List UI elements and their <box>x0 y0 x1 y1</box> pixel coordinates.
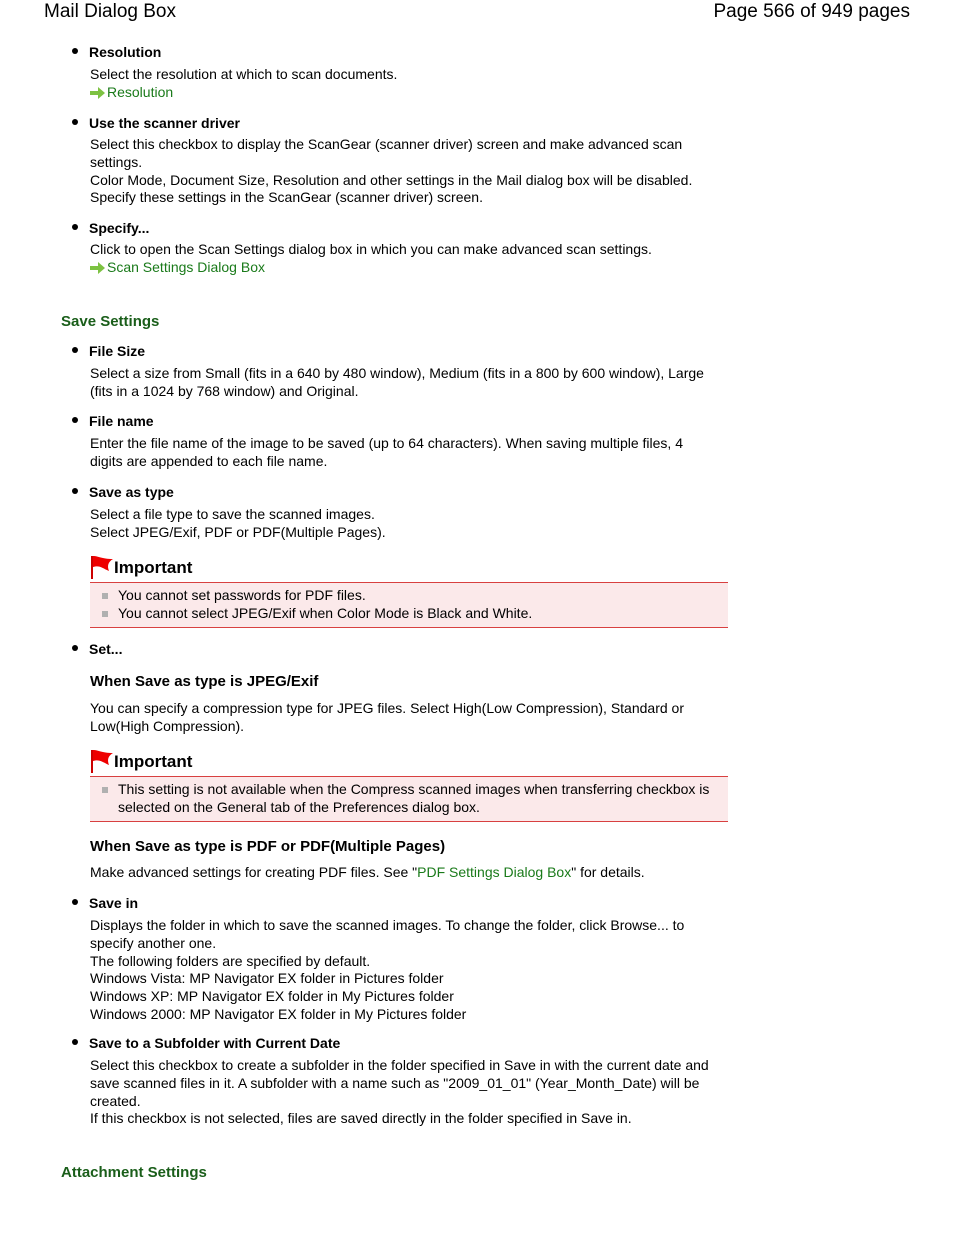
arrow-right-icon <box>90 262 105 274</box>
bullet-save-in: Save in <box>72 894 138 912</box>
resolution-link[interactable]: Resolution <box>90 84 173 102</box>
list-item: You cannot set passwords for PDF files. <box>90 587 728 605</box>
resolution-description: Select the resolution at which to scan documents. Resolution <box>90 66 398 100</box>
subheading-jpeg-exif: When Save as type is JPEG/Exif <box>90 673 319 690</box>
subfolder-description: Select this checkbox to create a subfolder in the folder specified in Save in with the current date and save scanned files in it. A subfolder with a name such as "2009_01_01" (Year_Month_Date) will be created. If this checkbox is not selected, files are saved directly in the folder specified in Save in. <box>90 1057 709 1127</box>
pdf-description: Make advanced settings for creating PDF files. See " PDF Settings Dialog Box " for details. <box>90 864 645 880</box>
specify-description: Click to open the Scan Settings dialog box in which you can make advanced scan settings. Scan Settings Dialog Box <box>90 241 652 275</box>
bullet-specify: Specify... <box>72 219 149 237</box>
important-box-1 <box>90 582 728 628</box>
bullet-use-scanner-driver: Use the scanner driver <box>72 114 240 132</box>
save-in-description: Displays the folder in which to save the scanned images. To change the folder, click Browse... to specify another one. The following folders are specified by default. Windows Vista: MP Navigator EX folder in Pictures folder Windows XP: MP Navigator EX folder in My Pictures folder Windows 2000: MP Navigator EX folder in My Pictures folder <box>90 917 685 1022</box>
list-item: You cannot select JPEG/Exif when Color Mode is Black and White. <box>90 605 728 623</box>
scanner-driver-description: Select this checkbox to display the ScanGear (scanner driver) screen and make advanced scan settings. Color Mode, Document Size, Resolution and other settings in the Mail dialog box will be disabled. Specify these settings in the ScanGear (scanner driver) screen. <box>90 136 693 206</box>
scan-settings-dialog-link[interactable]: Scan Settings Dialog Box <box>90 259 265 277</box>
important-heading-2: Important <box>90 749 192 773</box>
bullet-file-name: File name <box>72 412 154 430</box>
important-box-2 <box>90 776 728 822</box>
arrow-right-icon <box>90 87 105 99</box>
file-name-description: Enter the file name of the image to be saved (up to 64 characters). When saving multiple files, 4 digits are appended to each file name. <box>90 435 683 469</box>
bullet-resolution: Resolution <box>72 43 161 61</box>
bullet-set: Set... <box>72 640 122 658</box>
page-number: Page 566 of 949 pages <box>713 1 910 22</box>
pdf-settings-dialog-link[interactable]: PDF Settings Dialog Box <box>417 864 572 880</box>
page-header-title: Mail Dialog Box <box>44 1 176 22</box>
bullet-file-size: File Size <box>72 342 145 360</box>
red-flag-icon <box>90 749 114 773</box>
jpeg-description: You can specify a compression type for JPEG files. Select High(Low Compression), Standard or Low(High Compression). <box>90 700 684 734</box>
list-item: This setting is not available when the Compress scanned images when transferring checkbox is selected on the General tab of the Preferences dialog box. <box>90 781 728 817</box>
red-flag-icon <box>90 555 114 579</box>
section-attachment-settings: Attachment Settings <box>61 1164 207 1181</box>
important-heading-1: Important <box>90 555 192 579</box>
bullet-save-as-type: Save as type <box>72 483 174 501</box>
file-size-description: Select a size from Small (fits in a 640 by 480 window), Medium (fits in a 800 by 600 window), Large (fits in a 1024 by 768 window) and Original. <box>90 365 704 399</box>
save-as-type-description: Select a file type to save the scanned images. Select JPEG/Exif, PDF or PDF(Multiple Pages). <box>90 506 386 540</box>
bullet-save-to-subfolder: Save to a Subfolder with Current Date <box>72 1034 340 1052</box>
section-save-settings: Save Settings <box>61 313 160 330</box>
subheading-pdf: When Save as type is PDF or PDF(Multiple Pages) <box>90 838 446 855</box>
